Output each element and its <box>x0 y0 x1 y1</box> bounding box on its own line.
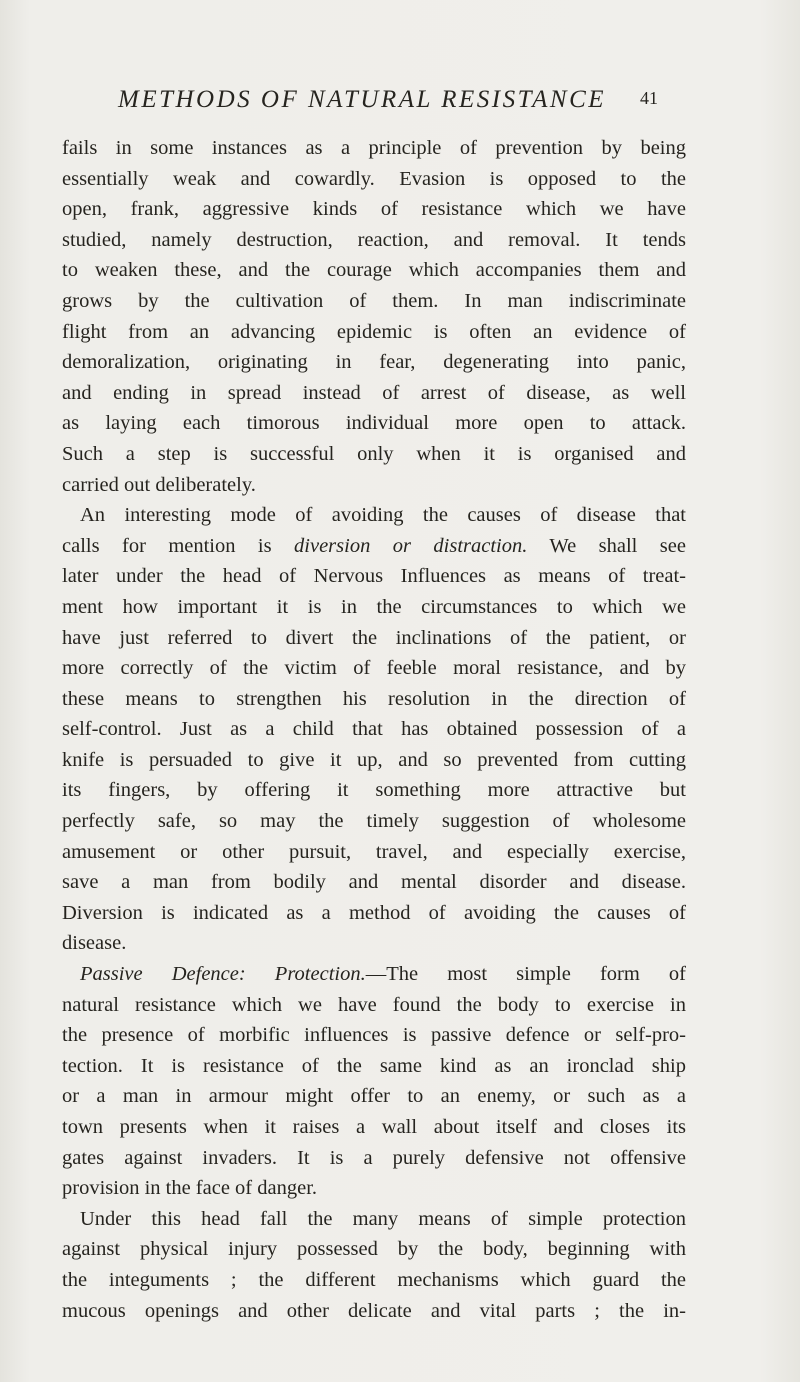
body-text <box>62 133 686 1326</box>
text-line <box>62 1296 686 1327</box>
text-line <box>62 317 686 348</box>
text-line <box>62 225 686 256</box>
text-line-content: save a man from bodily and mental disorder and disease. <box>62 871 686 894</box>
text-line <box>62 837 686 868</box>
text-line-content: gates against invaders. It is a purely defensive not offensive <box>62 1146 686 1169</box>
text-line-content: provision in the face of danger. <box>62 1177 318 1200</box>
text-line-content: grows by the cultivation of them. In man indiscriminate <box>62 289 686 312</box>
text-line <box>62 133 686 164</box>
text-line-content: town presents when it raises a wall about itself and closes its <box>62 1116 686 1138</box>
text-line <box>62 714 686 745</box>
text-line <box>62 1234 686 1265</box>
text-line-content: fails in some instances as a principle of prevention by being <box>62 137 686 159</box>
text-line <box>62 990 686 1021</box>
text-line-content: flight from an advancing epidemic is often an evidence of <box>62 320 686 343</box>
text-line-content: or a man in armour might offer to an enemy, or such as a <box>62 1085 686 1108</box>
text-line-content: amusement or other pursuit, travel, and especially exercise, <box>62 840 686 863</box>
text-line-content: and ending in spread instead of arrest of disease, as well <box>62 381 686 404</box>
text-line-content: have just referred to divert the inclinations of the patient, or <box>62 626 686 649</box>
text-line <box>62 867 686 898</box>
text-line-content: tection. It is resistance of the same kind as an ironclad ship <box>62 1054 686 1077</box>
text-line-content: disease. <box>62 932 127 955</box>
text-line <box>62 1020 686 1051</box>
text-line <box>62 806 686 837</box>
text-line-content: its fingers, by offering it something more attractive but <box>62 779 686 802</box>
text-line <box>62 898 686 929</box>
text-line-content: the presence of morbific influences is passive defence or self-pro- <box>62 1024 686 1047</box>
text-line-content: studied, namely destruction, reaction, and removal. It tends <box>62 228 686 251</box>
text-line-content: demoralization, originating in fear, degenerating into panic, <box>62 351 686 374</box>
text-line-content: calls for mention is <box>62 534 295 557</box>
text-line <box>62 255 686 286</box>
text-line <box>62 775 686 806</box>
text-line-content: perfectly safe, so may the timely suggestion of wholesome <box>62 810 686 833</box>
italic-phrase: diversion or distraction. <box>294 534 528 557</box>
text-line-continuation: We shall see <box>527 534 686 557</box>
text-line <box>62 745 686 776</box>
text-line <box>62 164 686 195</box>
text-line <box>62 1265 686 1296</box>
text-line-content: open, frank, aggressive kinds of resistance which we have <box>62 198 686 221</box>
text-line <box>62 500 686 531</box>
text-line-content: Diversion is indicated as a method of avoiding the causes of <box>62 901 686 924</box>
text-line <box>62 1081 686 1112</box>
text-line <box>62 684 686 715</box>
text-line-content: An interesting mode of avoiding the causes of disease that <box>80 504 686 527</box>
text-line <box>62 408 686 439</box>
text-line-content: these means to strengthen his resolution in the direction of <box>62 687 686 710</box>
text-line <box>62 561 686 592</box>
text-line <box>62 531 686 562</box>
text-line <box>62 1173 686 1204</box>
text-line-content: the integuments ; the different mechanisms which guard the <box>62 1268 686 1291</box>
text-line-content: carried out deliberately. <box>62 473 256 496</box>
page-number: 41 <box>640 88 658 108</box>
text-line <box>62 1051 686 1082</box>
text-line <box>62 194 686 225</box>
text-line <box>62 959 686 990</box>
text-line <box>62 592 686 623</box>
text-line-content: as laying each timorous individual more open to attack. <box>62 412 686 435</box>
text-line-content: Under this head fall the many means of simple protection <box>80 1207 686 1230</box>
text-line <box>62 378 686 409</box>
text-line-content: natural resistance which we have found the body to exercise in <box>62 993 686 1016</box>
text-line-continuation: —The most simple form of <box>365 963 686 986</box>
text-line-content: Such a step is successful only when it is organised and <box>62 442 686 465</box>
text-line <box>62 286 686 317</box>
text-line-content: mucous openings and other delicate and vital parts ; the in- <box>62 1299 686 1322</box>
running-title: METHODS OF NATURAL RESISTANCE <box>118 86 607 113</box>
text-line-content: later under the head of Nervous Influences as means of treat- <box>62 565 686 588</box>
text-line-content: essentially weak and cowardly. Evasion is opposed to the <box>62 167 686 190</box>
text-line <box>62 928 686 959</box>
text-line <box>62 439 686 470</box>
italic-phrase: Passive Defence: Protection. <box>80 963 366 986</box>
text-line <box>62 1204 686 1235</box>
text-line-content: against physical injury possessed by the body, beginning with <box>62 1238 686 1261</box>
text-line-content: more correctly of the victim of feeble moral resistance, and by <box>62 657 686 680</box>
text-line <box>62 347 686 378</box>
text-line <box>62 653 686 684</box>
text-line-content: ment how important it is in the circumstances to which we <box>62 595 686 618</box>
text-line <box>62 1143 686 1174</box>
text-line <box>62 470 686 501</box>
text-line-content: self-control. Just as a child that has obtained possession of a <box>62 718 686 741</box>
text-line <box>62 623 686 654</box>
text-line-content: to weaken these, and the courage which accompanies them and <box>62 259 686 282</box>
text-line <box>62 1112 686 1143</box>
text-line-content: knife is persuaded to give it up, and so prevented from cutting <box>62 748 686 771</box>
